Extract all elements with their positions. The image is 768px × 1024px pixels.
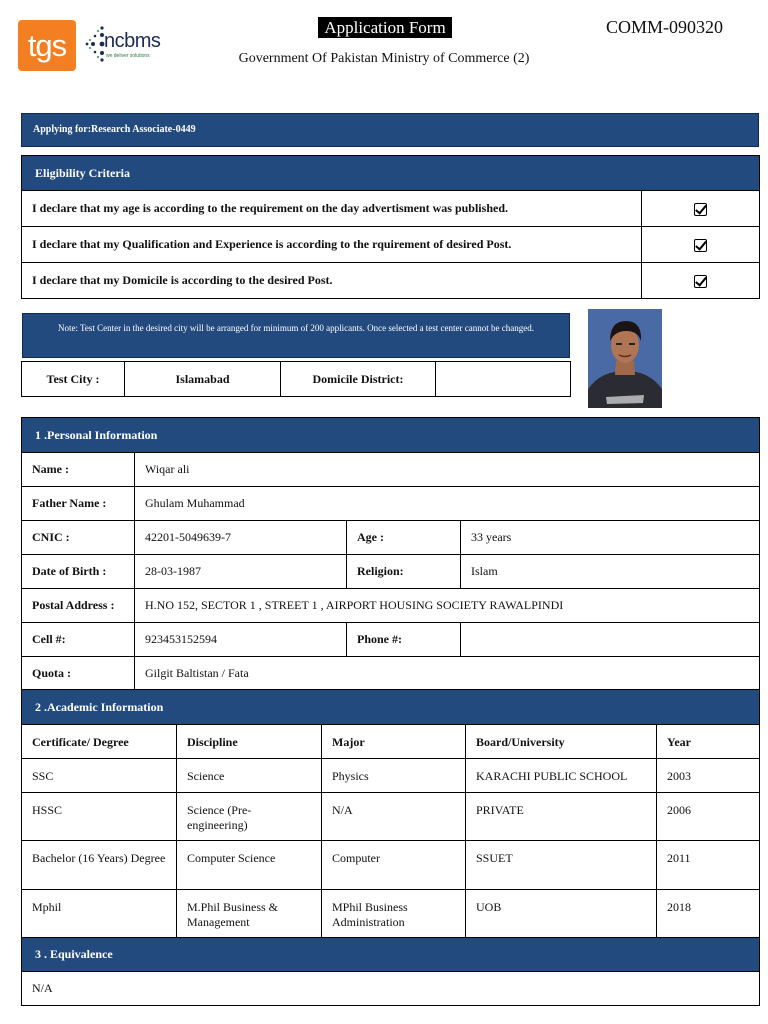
phone-value [461, 623, 760, 657]
eligibility-text: I declare that my Qualification and Experience is according to the rquirement of desired Post. [22, 227, 642, 263]
name-label: Name : [22, 453, 135, 487]
column-header: Board/University [466, 725, 657, 759]
religion-value: Islam [461, 555, 760, 589]
equivalence-table [21, 937, 760, 1006]
column-header: Year [657, 725, 760, 759]
year-cell: 2003 [657, 759, 760, 793]
cnic-label: CNIC : [22, 521, 135, 555]
major-cell: N/A [322, 793, 466, 841]
table-row [22, 793, 760, 841]
form-title: Application Form [318, 17, 452, 38]
eligibility-checkbox[interactable] [694, 275, 707, 288]
cnic-value: 42201-5049639-7 [135, 521, 347, 555]
name-value: Wiqar ali [135, 453, 760, 487]
major-cell: Computer [322, 841, 466, 890]
cell-label: Cell #: [22, 623, 135, 657]
equivalence-heading: 3 . Equivalence [22, 938, 760, 972]
degree-cell: Bachelor (16 Years) Degree [22, 841, 177, 890]
personal-info-table [21, 417, 760, 691]
application-code: COMM-090320 [606, 17, 724, 37]
academic-info-table [21, 689, 760, 939]
personal-info-heading: 1 .Personal Information [22, 418, 760, 453]
equivalence-value: N/A [22, 972, 760, 1006]
cell-value: 923453152594 [135, 623, 347, 657]
domicile-district-label: Domicile District: [281, 362, 436, 397]
degree-cell: HSSC [22, 793, 177, 841]
quota-label: Quota : [22, 657, 135, 691]
eligibility-checkbox[interactable] [694, 239, 707, 252]
test-city-label: Test City : [22, 362, 125, 397]
column-header: Major [322, 725, 466, 759]
tgs-logo: tgs [18, 20, 76, 71]
discipline-cell: M.Phil Business & Management [177, 890, 322, 939]
postal-address-label: Postal Address : [22, 589, 135, 623]
column-header: Certificate/ Degree [22, 725, 177, 759]
phone-label: Phone #: [347, 623, 461, 657]
ncbms-logo-tagline: we deliver solutions [106, 53, 150, 59]
religion-label: Religion: [347, 555, 461, 589]
eligibility-row [22, 191, 760, 227]
board-cell: SSUET [466, 841, 657, 890]
discipline-cell: Computer Science [177, 841, 322, 890]
dob-value: 28-03-1987 [135, 555, 347, 589]
quota-value: Gilgit Baltistan / Fata [135, 657, 760, 691]
domicile-district-value [436, 362, 571, 397]
degree-cell: Mphil [22, 890, 177, 939]
major-cell: MPhil Business Administration [322, 890, 466, 939]
academic-info-heading: 2 .Academic Information [22, 690, 760, 725]
ncbms-logo-text: ncbms [104, 30, 161, 52]
board-cell: UOB [466, 890, 657, 939]
degree-cell: SSC [22, 759, 177, 793]
column-header: Discipline [177, 725, 322, 759]
board-cell: PRIVATE [466, 793, 657, 841]
applicant-photo [588, 309, 662, 408]
dob-label: Date of Birth : [22, 555, 135, 589]
major-cell: Physics [322, 759, 466, 793]
year-cell: 2011 [657, 841, 760, 890]
eligibility-heading: Eligibility Criteria [22, 156, 760, 191]
eligibility-row [22, 227, 760, 263]
test-city-value: Islamabad [125, 362, 281, 397]
table-row [22, 890, 760, 939]
board-cell: KARACHI PUBLIC SCHOOL [466, 759, 657, 793]
discipline-cell: Science (Pre-engineering) [177, 793, 322, 841]
eligibility-checkbox[interactable] [694, 203, 707, 216]
table-row [22, 759, 760, 793]
eligibility-table [21, 155, 760, 299]
father-name-label: Father Name : [22, 487, 135, 521]
postal-address-value: H.NO 152, SECTOR 1 , STREET 1 , AIRPORT HOUSING SOCIETY RAWALPINDI [135, 589, 760, 623]
year-cell: 2006 [657, 793, 760, 841]
discipline-cell: Science [177, 759, 322, 793]
eligibility-text: I declare that my Domicile is according to the desired Post. [22, 263, 642, 299]
eligibility-row [22, 263, 760, 299]
father-name-value: Ghulam Muhammad [135, 487, 760, 521]
table-row [22, 841, 760, 890]
test-center-note: Note: Test Center in the desired city will be arranged for minimum of 200 applicants. Once selected a test center cannot be changed. [22, 313, 570, 358]
age-value: 33 years [461, 521, 760, 555]
age-label: Age : [347, 521, 461, 555]
year-cell: 2018 [657, 890, 760, 939]
applying-for-banner: Applying for:Research Associate-0449 [21, 113, 759, 147]
ministry-subtitle: Government Of Pakistan Ministry of Commerce (2) [238, 51, 530, 66]
eligibility-text: I declare that my age is according to the requirement on the day advertisment was published. [22, 191, 642, 227]
test-city-table [21, 361, 571, 397]
